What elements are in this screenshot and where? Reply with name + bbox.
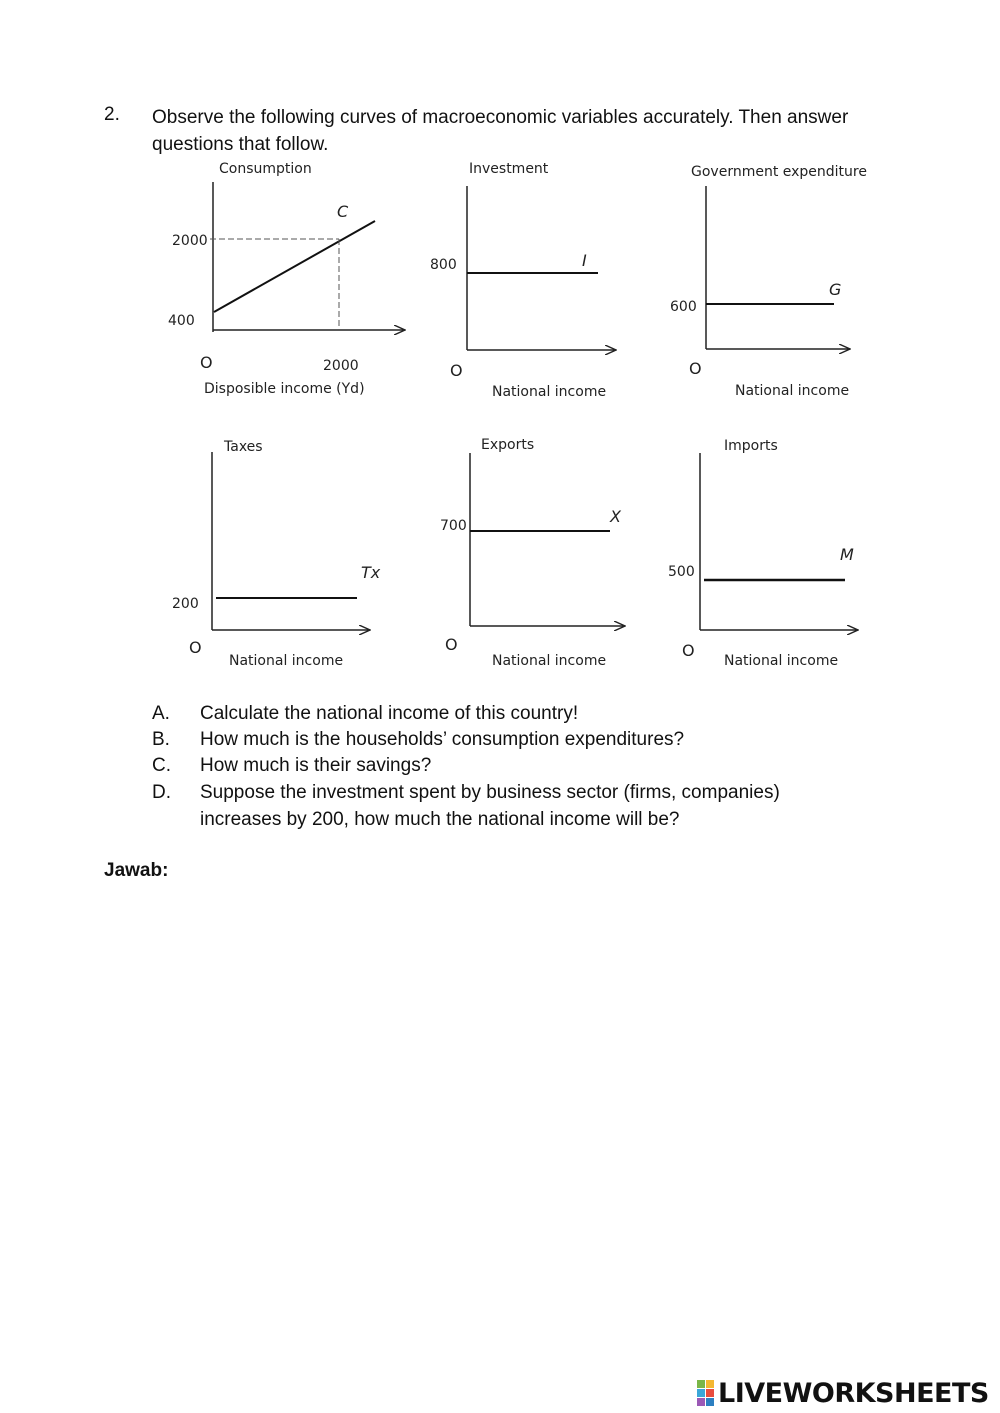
charts-figure (0, 150, 1000, 690)
item-text: Suppose the investment spent by business sector (firms, companies) increases by 200, how much the national income will be? (200, 782, 780, 830)
consumption-curve (214, 221, 375, 312)
exports-y-tick: 700 (440, 518, 467, 534)
taxes-x-label: National income (229, 653, 344, 669)
exports-y-label: Exports (481, 437, 535, 453)
answer-label: Jawab: (104, 860, 169, 881)
question-item-a (152, 700, 840, 727)
consumption-y-tick-2000: 2000 (172, 233, 208, 249)
item-text: How much is the households’ consumption expenditures? (200, 729, 685, 750)
imports-x-label: National income (724, 653, 839, 669)
government-y-tick: 600 (670, 299, 697, 315)
item-letter: A. (152, 703, 170, 724)
taxes-y-label: Taxes (224, 439, 263, 455)
item-text: Calculate the national income of this country! (200, 703, 579, 724)
exports-origin: O (445, 635, 458, 654)
consumption-x-label: Disposible income (Yd) (204, 381, 365, 397)
imports-y-label: Imports (724, 438, 778, 454)
investment-y-label: Investment (469, 161, 549, 177)
government-origin: O (689, 359, 702, 378)
consumption-curve-label: C (337, 202, 349, 221)
question-item-d (152, 779, 840, 833)
imports-y-tick: 500 (668, 564, 695, 580)
investment-curve-label: I (582, 251, 587, 270)
item-letter: B. (152, 729, 170, 750)
exports-x-label: National income (492, 653, 607, 669)
exports-chart (440, 437, 625, 669)
taxes-chart (172, 439, 381, 669)
investment-x-label: National income (492, 384, 607, 400)
question-item-c (152, 752, 840, 779)
government-curve-label: G (829, 280, 842, 299)
item-text: How much is their savings? (200, 755, 432, 776)
taxes-curve-label: Tx (361, 563, 381, 582)
consumption-x-tick-2000: 2000 (323, 358, 359, 374)
taxes-origin: O (189, 638, 202, 657)
question-number: 2. (104, 104, 120, 125)
government-y-label: Government expenditure (691, 164, 867, 180)
consumption-y-tick-400: 400 (168, 313, 195, 329)
liveworksheets-logo (697, 1378, 989, 1408)
logo-mark-icon (697, 1380, 714, 1406)
item-letter: D. (152, 782, 171, 803)
exports-curve-label: X (610, 507, 621, 526)
imports-origin: O (682, 641, 695, 660)
consumption-y-label: Consumption (219, 161, 312, 177)
government-expenditure-chart (670, 164, 867, 399)
investment-y-tick: 800 (430, 257, 457, 273)
investment-origin: O (450, 361, 463, 380)
logo-text: LIVEWORKSHEETS (718, 1377, 989, 1409)
imports-curve-label: M (840, 545, 854, 564)
item-letter: C. (152, 755, 171, 776)
consumption-origin: O (200, 353, 213, 372)
consumption-chart (168, 161, 405, 397)
question-text: Observe the following curves of macroeconomic variables accurately. Then answer questions that follow. (152, 107, 849, 155)
taxes-y-tick: 200 (172, 596, 199, 612)
question-item-b (152, 726, 840, 753)
government-x-label: National income (735, 383, 850, 399)
imports-chart (668, 438, 858, 669)
investment-chart (430, 161, 616, 400)
